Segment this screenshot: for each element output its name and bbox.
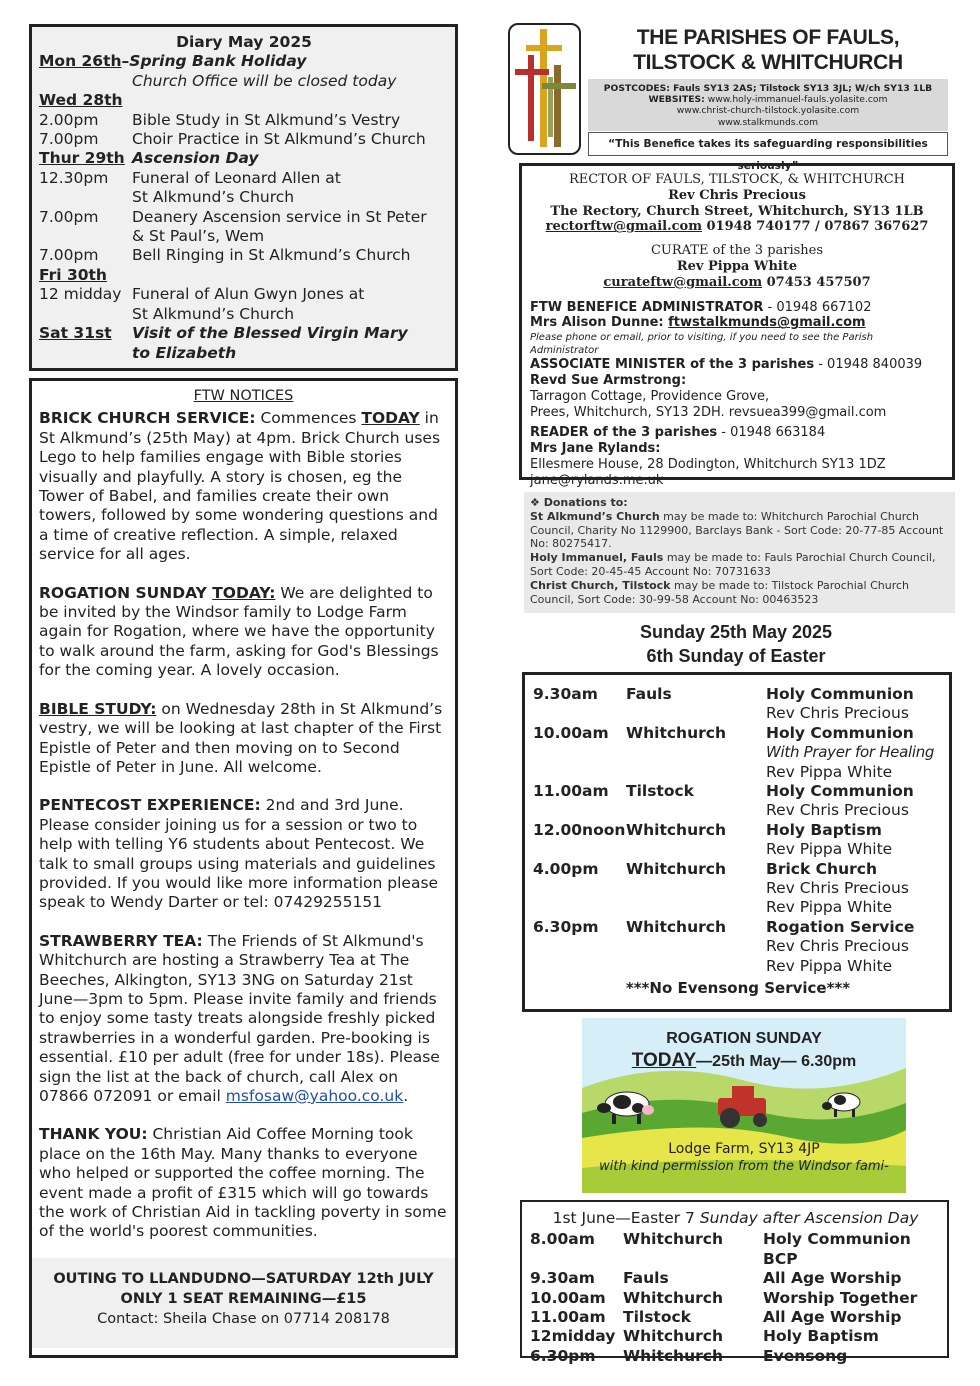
curate-contact: curateftw@gmail.com 07453 457507 [603, 274, 871, 290]
service-row: 9.30am Fauls Holy Communion Rev Chris Precious [533, 685, 914, 723]
admin-email[interactable]: ftwstalkmunds@gmail.com [668, 315, 866, 331]
sunday-heading: Sunday 25th May 2025 6th Sunday of Easter [639, 622, 833, 666]
curate-name: Rev Pippa White [676, 258, 798, 274]
june-row: 10.00am Whitchurch Worship Together [530, 1288, 918, 1307]
service-row: 4.00pm Whitchurch Brick Church Rev Chris Precious Rev Pippa White [533, 859, 909, 917]
curate-title: CURATE of the 3 parishes [650, 243, 824, 259]
diary-item-cont: St Alkmund’s Church [132, 304, 295, 323]
rector-title: RECTOR OF FAULS, TILSTOCK, & WHITCHURCH [569, 172, 905, 187]
poster-date: TODAY—25th May— 6.30pm [631, 1050, 857, 1071]
june-row: 12midday Whitchurch Holy Baptism [530, 1327, 879, 1346]
june-row: 6.30pm Whitchurch Evensong [530, 1346, 848, 1365]
admin-contact: Mrs Alison Dunne: ftwstalkmunds@gmail.com [530, 315, 866, 331]
service-row: 10.00am Whitchurch Holy Communion With Prayer for Healing Rev Pippa White [533, 723, 935, 781]
reader-address: Ellesmere House, 28 Dodington, Whitchurch SY13 1DZ [530, 456, 886, 472]
diary-saturday: Sat 31st Visit of the Blessed Virgin Mary [39, 324, 408, 343]
poster-title: ROGATION SUNDAY [666, 1030, 822, 1047]
notices-title: FTW NOTICES [193, 388, 294, 404]
admin-note: Please phone or email, prior to visiting, if you need to see the Parish Administrator [530, 332, 874, 357]
rector-name: Rev Chris Precious [668, 187, 806, 203]
diary-item-cont: & St Paul’s, Wem [132, 227, 265, 246]
notice-thank-you: THANK YOU: Christian Aid Coffee Morning took place on the 16th May. Many thanks to everyone who helped or supported the coffee morning. The event made a profit of £315 which will go towards the work of Christian Aid in tackling poverty in some of the world's poorest communities. [39, 1125, 447, 1241]
diary-item-cont: St Alkmund’s Church [132, 188, 295, 207]
service-row: 11.00am Tilstock Holy Communion Rev Chris Precious [533, 782, 914, 820]
outing-banner: OUTING TO LLANDUDNO—SATURDAY 12th JULY ONLY 1 SEAT REMAINING—£15 Contact: Sheila Chase on 07714 208178 [32, 1258, 455, 1348]
june-services-box [520, 1200, 949, 1365]
postcodes-box: POSTCODES: Fauls SY13 2AS; Tilstock SY13 3JL; W/ch SY13 1LB WEBSITES: www.holy-immanuel-fauls.yolasite.com www.christ-church-tilstock.yolasite.com www.stalkmunds.com [588, 79, 948, 131]
curate-email[interactable]: curateftw@gmail.com [603, 274, 763, 290]
diamond-bullet-icon: ❖ [530, 496, 540, 509]
diary-item: 12 midday Funeral of Alun Gwyn Jones at [39, 285, 365, 304]
service-row: 12.00noon Whitchurch Holy Baptism Rev Pippa White [533, 820, 893, 859]
june-row: 8.00am Whitchurch Holy Communion BCP [530, 1230, 911, 1268]
june-row: 11.00am Tilstock All Age Worship [530, 1308, 902, 1327]
poster-permission: with kind permission from the Windsor fami- [599, 1159, 889, 1174]
parish-title: THE PARISHES OF FAULS, TILSTOCK & WHITCHURCH [633, 26, 903, 74]
diary-wednesday: Wed 28th [39, 91, 123, 110]
assoc-address-1: Tarragon Cottage, Providence Grove, [530, 388, 770, 404]
no-evensong-note: ***No Evensong Service*** [625, 979, 851, 998]
rector-contact: rectorftw@gmail.com 01948 740177 / 07867 367627 [545, 219, 929, 235]
notice-brick-church: BRICK CHURCH SERVICE: Commences TODAY in St Alkmund’s (25th May) at 4pm. Brick Church uses Lego to help families engage with Bible stories visually and playfully. A story is chosen, eg the Tower of Babel, and families create their own towers, followed by some wondering questions and a time of creative reflection. A simple, relaxed service for all ages. [39, 409, 441, 564]
poster-location: Lodge Farm, SY13 4JP [668, 1141, 820, 1157]
crosses-icon [510, 25, 579, 153]
diary-monday-note: Church Office will be closed today [132, 71, 397, 90]
diary-item: 2.00pm Bible Study in St Alkmund’s Vestry [39, 110, 401, 129]
rector-email[interactable]: rectorftw@gmail.com [545, 219, 702, 235]
donations-box: ❖ Donations to: St Alkmund’s Church may be made to: Whitchurch Parochial Church Council, Charity No 1129900, Barclays Bank - Sort Code: 20-77-85 Account No: 80275417. Holy Immanuel, Fauls may be made to: Fauls Parochial Church Council, Sort Code: 20-45-45 Account No: 70731633 Christ Church, Tilstock may be made to: Tilstock Parochial Church Council, Sort Code: 30-99-58 Account No: 00463523 [524, 492, 955, 613]
assoc-address-2: Prees, Whitchurch, SY13 2DH. revsuea399@gmail.com [530, 404, 887, 420]
diary-saturday-cont: to Elizabeth [132, 343, 237, 362]
diary-item: 7.00pm Choir Practice in St Alkmund’s Church [39, 130, 426, 149]
notices-box [29, 378, 458, 1358]
diary-friday: Fri 30th [39, 265, 107, 284]
email-link[interactable]: msfosaw@yahoo.co.uk [225, 1087, 404, 1105]
diary-item: 12.30pm Funeral of Leonard Allen at [39, 168, 341, 187]
assoc-name: Revd Sue Armstrong: [530, 372, 687, 388]
notice-bible-study: BIBLE STUDY: on Wednesday 28th in St Alkmund’s vestry, we will be looking at last chapter of the First Epistle of Peter and then moving on to Second Epistle of Peter in June. All welcome. [39, 699, 443, 776]
diary-monday: Mon 26th – Spring Bank Holiday [39, 52, 307, 71]
safeguarding-statement: “This Benefice takes its safeguarding responsibilities seriously” [588, 132, 948, 156]
rogation-poster [582, 1018, 906, 1193]
diary-title: Diary May 2025 [176, 33, 312, 51]
reader-email: jane@rylands.me.uk [530, 472, 664, 488]
diary-item: 7.00pm Bell Ringing in St Alkmund’s Church [39, 246, 411, 265]
notice-strawberry-tea: STRAWBERRY TEA: The Friends of St Alkmund's Whitchurch are hosting a Strawberry Tea at The Beeches, Alkington, SY13 3NG on Saturday 21st June—3pm to 5pm. Please invite family and friends to enjoy some tasty treats alongside freshly picked strawberries in a wonderful garden. Pre-booking is essential. £10 per adult (free for under 18s). Please sign the list at the back of church, call Alex on 07866 072091 or email msfosaw@yahoo.co.uk. [39, 931, 440, 1105]
reader-title: READER of the 3 parishes - 01948 663184 [530, 425, 826, 441]
services-box [522, 672, 952, 1012]
crosses-logo [508, 23, 581, 155]
admin-title: FTW BENEFICE ADMINISTRATOR - 01948 667102 [530, 299, 872, 315]
service-row: 6.30pm Whitchurch Rogation Service Rev Chris Precious Rev Pippa White [533, 917, 915, 975]
diary-box [29, 24, 458, 371]
notice-pentecost: PENTECOST EXPERIENCE: 2nd and 3rd June. Please consider joining us for a session or two to help with telling Y6 students about Pentecost. We talk to small groups using materials and guidelines provided. If you would like more information please speak to Wendy Darter or tel: 07429255151 [39, 796, 439, 912]
assoc-title: ASSOCIATE MINISTER of the 3 parishes - 01948 840039 [530, 357, 923, 373]
clergy-box [519, 163, 955, 488]
reader-name: Mrs Jane Rylands: [530, 441, 661, 457]
diary-thursday: Thur 29th Ascension Day [39, 149, 259, 168]
diary-item: 7.00pm Deanery Ascension service in St Peter [39, 207, 427, 226]
rector-address: The Rectory, Church Street, Whitchurch, SY13 1LB [550, 203, 924, 219]
notice-rogation: ROGATION SUNDAY TODAY: We are delighted to be invited by the Windsor family to Lodge Farm again for Rogation, where we have the opportunity to walk around the farm, asking for God's Blessings for the coming year. A lovely occasion. [39, 583, 439, 680]
june-heading: 1st June—Easter 7 Sunday after Ascension Day [552, 1209, 919, 1227]
june-row: 9.30am Fauls All Age Worship [530, 1269, 902, 1288]
